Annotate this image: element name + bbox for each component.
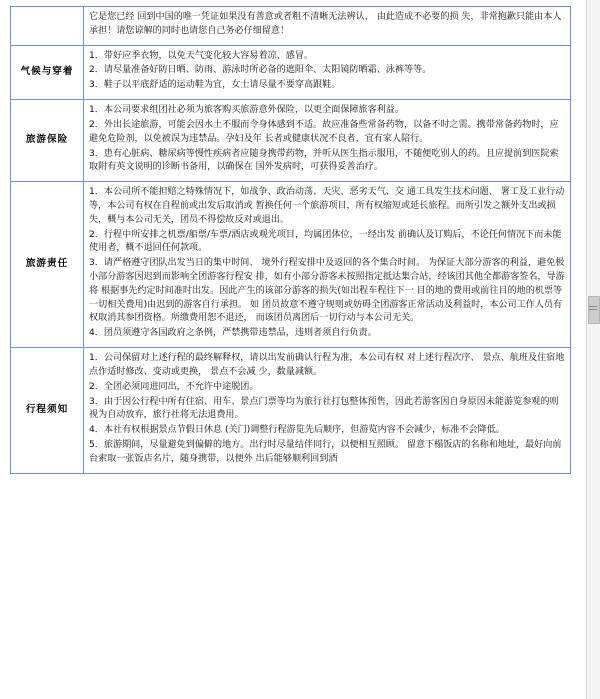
paragraph: 4．团员须遵守各国政府之条例，严禁携带违禁品，违则者须自行负责。 xyxy=(89,328,377,339)
paragraph: 1．公司保留对上述行程的最终解释权，请以出发前确认行程为准，本公司有权 对上述行程次序、 景点、航班及住宿地点作适时修改、变动或更换， 景点不会减 少，数量减额。 xyxy=(89,353,565,377)
row-label-cell xyxy=(11,182,84,348)
paragraph: 4．本社有权根据景点节假日休息 (关门)调整行程游览先后顺序，但游览内容不会减少，标准不会降低。 xyxy=(89,425,505,436)
itinerary-table xyxy=(10,6,571,474)
table-row xyxy=(11,7,571,46)
row-label-cell xyxy=(11,100,84,182)
paragraph: 2．外出长途旅游，可能会因水土不服而令身体感到不适。故应准备些常备药物，以备不时之需。携带常备药物时，应避免危险剂，以免被误为违禁品。孕妇及年 长者或健康状况不良者，宜有家人陪行。 xyxy=(89,119,559,144)
table-row xyxy=(11,45,571,99)
paragraph: 1．本公司要求组团社必须为旅客购买旅游意外保险，以更全面保障旅客利益。 xyxy=(89,105,404,116)
paragraph: 5．旅游期间，尽量避免到偏僻的地方。出行时尽量结伴同行，以便相互照顾。 留意下榻饭店的名称和地址，最好向前台索取一张饭店名片，随身携带，以便外 出后能够顺利回到酒 xyxy=(89,439,562,464)
paragraph: 2．行程中所安排之机票/船票/车票/酒店或观光项目，均属团体位，一经出发 前确认及订购后，不论任何情况下而未能使用者，概不退回任何款项。 xyxy=(89,229,562,254)
paragraph: 2．请尽量准备好防日晒、防雨、游泳时所必备的遮阳伞、太阳镜防晒霜、泳裤等等。 xyxy=(89,65,432,76)
row-label-cell xyxy=(11,45,84,99)
row-body-cell xyxy=(84,182,571,348)
row-label: 旅游保险 xyxy=(25,133,69,145)
row-body-cell xyxy=(84,100,571,182)
paragraph: 3．请严格遵守团队出发当日的集中时间、 境外行程安排中及返回的各个集合时间。 为保证大部分游客的利益，避免极小部分游客因迟到而影响全团游客行程安 排，如有小部分游客未按照指定抵达集合站，经该团其他全都游客签名，导游将 根据事先约定时间准时出发。因此产生的该部分游客的损失(如出程车程往下一 目的地的费用或前往目的地的机票等一切相关费用)由迟到的游客自行承担。 如 团员故意不遵守规则或妨碍全团游客正常活动及利益时，本公司工作人员有权取消其参团资格。所缴费用恕不退还， 而该团员离团后一切行动与本公司无关。 xyxy=(89,258,565,324)
table-row xyxy=(11,348,571,474)
scrollbar-grip-line xyxy=(589,309,597,310)
table-row xyxy=(11,182,571,348)
row-label: 旅游责任 xyxy=(25,257,69,269)
vertical-scrollbar[interactable] xyxy=(586,0,600,699)
row-label: 气候与穿着 xyxy=(20,65,74,77)
row-label-cell xyxy=(11,7,84,46)
paragraph: 1．本公司所不能担赔之特殊情况下，如战争、政治动荡、天灾、恶劣天气、交 通工具发生技术问题、 署工及工业行动等，本公司有权在自程前或出发后取消或 暂换任何一个旅游项目，所有权缩短或延长旅程。而所引发之额外支出或损失，概与本公司无关，团员不得偿故反对或退出。 xyxy=(89,187,565,225)
row-body-cell xyxy=(84,45,571,99)
row-label: 行程须知 xyxy=(25,403,69,415)
scrollbar-grip-line xyxy=(589,306,597,307)
scrollbar-thumb[interactable] xyxy=(588,296,600,324)
paragraph: 它是您已经 回到中国的唯一凭证如果没有善意或者粗不清晰无法辨认， 由此造成不必要的损 失，非常抱歉只能由本人承担！请您谅解的同时也请您自己务必仔细留意！ xyxy=(89,12,562,36)
row-body-cell xyxy=(84,348,571,474)
paragraph: 3．患有心脏病、糖尿病等慢性疾病者应随身携带药物，并听从医生指示服用，不随便吃别人的药。且应提前到医院索取附有英文说明的诊断书备用，以确保在 国外发病时，可获得妥善治疗。 xyxy=(89,148,559,173)
table-row xyxy=(11,100,571,182)
paragraph: 1．带好应季衣物，以免天气变化较大容易着凉、感冒。 xyxy=(89,50,314,61)
row-label-cell xyxy=(11,348,84,474)
paragraph: 3．由于因公行程中所有住宿、用车、景点门票等均为旅行社打包整体预售，因此若游客因自身原因未能游览参观的则视为自动放弃，旅行社将无法退费用。 xyxy=(89,396,559,421)
paragraph: 2．全团必须同进同出，不允许中途脱团。 xyxy=(89,381,259,392)
row-body-cell xyxy=(84,7,571,46)
table-body xyxy=(11,7,571,474)
paragraph: 3．鞋子以平底舒适的运动鞋为宜，女士请尽量不要穿高跟鞋。 xyxy=(89,80,341,91)
